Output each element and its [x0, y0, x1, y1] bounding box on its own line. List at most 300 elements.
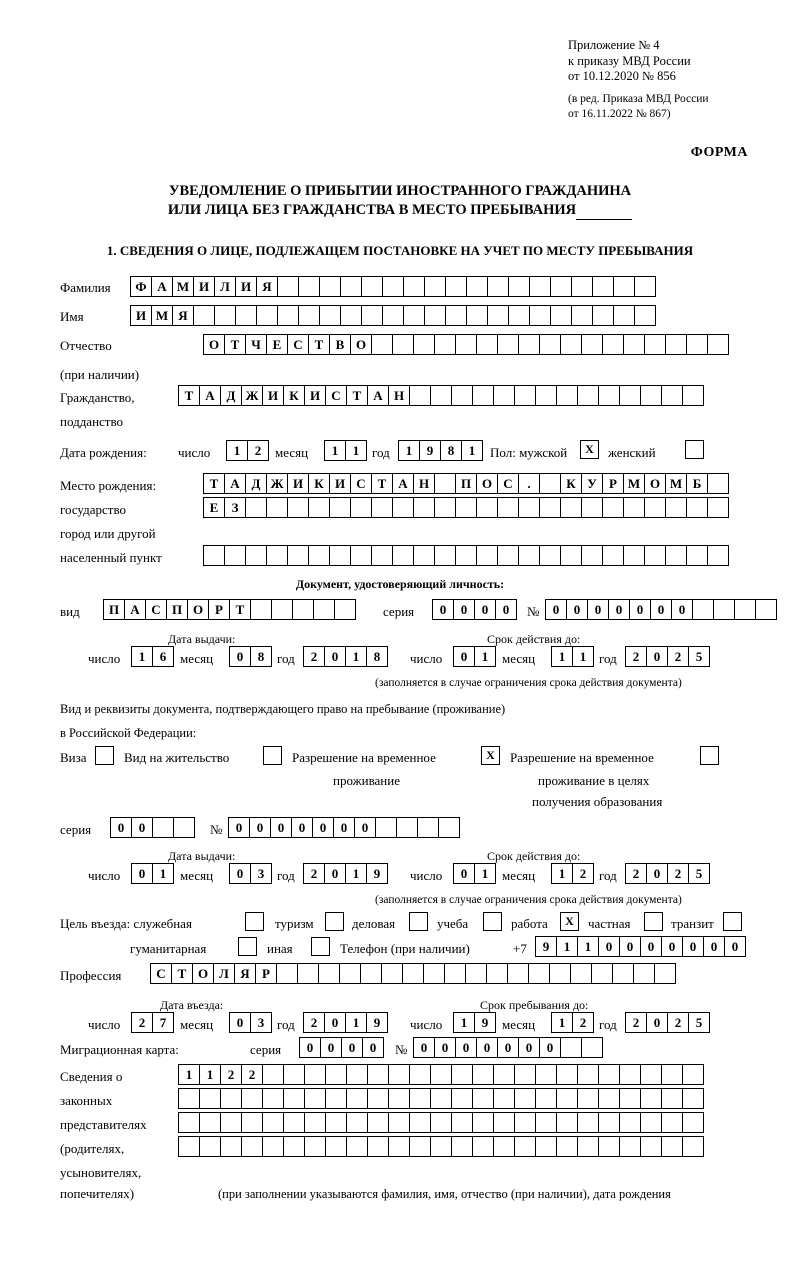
- char-cell[interactable]: [304, 1064, 326, 1085]
- field-stay-issue-year[interactable]: [303, 863, 387, 884]
- char-cell[interactable]: [325, 1112, 347, 1133]
- char-cell[interactable]: 2: [303, 646, 325, 667]
- char-cell[interactable]: 0: [455, 1037, 477, 1058]
- char-cell[interactable]: 2: [131, 1012, 153, 1033]
- char-cell[interactable]: [602, 545, 624, 566]
- char-cell[interactable]: [402, 963, 424, 984]
- char-cell[interactable]: [325, 1088, 347, 1109]
- char-cell[interactable]: [409, 1112, 431, 1133]
- char-cell[interactable]: [334, 599, 356, 620]
- char-cell[interactable]: [451, 1064, 473, 1085]
- field-stay-series[interactable]: [110, 817, 194, 838]
- char-cell[interactable]: [241, 1136, 263, 1157]
- field-stay-number[interactable]: [228, 817, 459, 838]
- char-cell[interactable]: [339, 963, 361, 984]
- char-cell[interactable]: [245, 497, 267, 518]
- char-cell[interactable]: 1: [572, 646, 594, 667]
- char-cell[interactable]: 3: [250, 863, 272, 884]
- char-cell[interactable]: [665, 497, 687, 518]
- char-cell[interactable]: Н: [413, 473, 435, 494]
- char-cell[interactable]: [451, 385, 473, 406]
- field-name[interactable]: [130, 305, 655, 326]
- char-cell[interactable]: [224, 545, 246, 566]
- char-cell[interactable]: [707, 497, 729, 518]
- char-cell[interactable]: [476, 545, 498, 566]
- char-cell[interactable]: [535, 1112, 557, 1133]
- char-cell[interactable]: [602, 334, 624, 355]
- char-cell[interactable]: 1: [551, 1012, 573, 1033]
- char-cell[interactable]: Я: [172, 305, 194, 326]
- char-cell[interactable]: [445, 276, 467, 297]
- char-cell[interactable]: [661, 385, 683, 406]
- char-cell[interactable]: [392, 334, 414, 355]
- checkbox-purpose-official[interactable]: [245, 912, 264, 931]
- char-cell[interactable]: [634, 305, 656, 326]
- char-cell[interactable]: 9: [535, 936, 557, 957]
- char-cell[interactable]: П: [166, 599, 188, 620]
- char-cell[interactable]: 0: [629, 599, 651, 620]
- char-cell[interactable]: [535, 385, 557, 406]
- char-cell[interactable]: 2: [625, 863, 647, 884]
- char-cell[interactable]: [560, 497, 582, 518]
- char-cell[interactable]: [413, 545, 435, 566]
- char-cell[interactable]: У: [581, 473, 603, 494]
- char-cell[interactable]: [472, 1088, 494, 1109]
- char-cell[interactable]: 0: [661, 936, 683, 957]
- field-issue-year[interactable]: [303, 646, 387, 667]
- char-cell[interactable]: [444, 963, 466, 984]
- char-cell[interactable]: [556, 385, 578, 406]
- char-cell[interactable]: 0: [453, 599, 475, 620]
- char-cell[interactable]: [319, 305, 341, 326]
- char-cell[interactable]: [497, 334, 519, 355]
- char-cell[interactable]: 0: [131, 817, 153, 838]
- char-cell[interactable]: 1: [556, 936, 578, 957]
- char-cell[interactable]: [388, 1136, 410, 1157]
- char-cell[interactable]: [592, 276, 614, 297]
- char-cell[interactable]: П: [103, 599, 125, 620]
- char-cell[interactable]: 1: [577, 936, 599, 957]
- char-cell[interactable]: [581, 1037, 603, 1058]
- field-stay-issue-month[interactable]: [229, 863, 271, 884]
- char-cell[interactable]: О: [187, 599, 209, 620]
- char-cell[interactable]: 0: [539, 1037, 561, 1058]
- checkbox-visa[interactable]: [95, 746, 114, 765]
- char-cell[interactable]: [472, 385, 494, 406]
- char-cell[interactable]: [514, 1064, 536, 1085]
- char-cell[interactable]: [451, 1112, 473, 1133]
- field-stay-valid-day[interactable]: [453, 863, 495, 884]
- char-cell[interactable]: [514, 1088, 536, 1109]
- char-cell[interactable]: 0: [671, 599, 693, 620]
- char-cell[interactable]: Д: [245, 473, 267, 494]
- char-cell[interactable]: [298, 305, 320, 326]
- char-cell[interactable]: [388, 1064, 410, 1085]
- char-cell[interactable]: О: [192, 963, 214, 984]
- char-cell[interactable]: [199, 1088, 221, 1109]
- char-cell[interactable]: [665, 334, 687, 355]
- char-cell[interactable]: [661, 1064, 683, 1085]
- char-cell[interactable]: 2: [625, 1012, 647, 1033]
- char-cell[interactable]: [375, 817, 397, 838]
- char-cell[interactable]: [623, 334, 645, 355]
- char-cell[interactable]: Т: [178, 385, 200, 406]
- checkbox-female[interactable]: [685, 440, 704, 459]
- char-cell[interactable]: [455, 334, 477, 355]
- char-cell[interactable]: А: [124, 599, 146, 620]
- char-cell[interactable]: 0: [495, 599, 517, 620]
- char-cell[interactable]: [613, 276, 635, 297]
- field-legal-rep-2[interactable]: [178, 1088, 703, 1109]
- char-cell[interactable]: Я: [256, 276, 278, 297]
- checkbox-purpose-humanitarian[interactable]: [238, 937, 257, 956]
- field-birth-place-3[interactable]: [203, 545, 728, 566]
- char-cell[interactable]: 6: [152, 646, 174, 667]
- char-cell[interactable]: 2: [220, 1064, 242, 1085]
- char-cell[interactable]: [476, 497, 498, 518]
- char-cell[interactable]: 0: [432, 599, 454, 620]
- char-cell[interactable]: [256, 305, 278, 326]
- char-cell[interactable]: [518, 334, 540, 355]
- char-cell[interactable]: [360, 963, 382, 984]
- char-cell[interactable]: 0: [228, 817, 250, 838]
- char-cell[interactable]: [417, 817, 439, 838]
- char-cell[interactable]: [367, 1112, 389, 1133]
- char-cell[interactable]: 2: [667, 646, 689, 667]
- char-cell[interactable]: [550, 276, 572, 297]
- char-cell[interactable]: Д: [220, 385, 242, 406]
- char-cell[interactable]: Е: [203, 497, 225, 518]
- char-cell[interactable]: [682, 385, 704, 406]
- char-cell[interactable]: 9: [366, 863, 388, 884]
- char-cell[interactable]: [277, 276, 299, 297]
- char-cell[interactable]: [283, 1088, 305, 1109]
- field-doc-kind[interactable]: [103, 599, 355, 620]
- char-cell[interactable]: Р: [208, 599, 230, 620]
- char-cell[interactable]: [619, 1088, 641, 1109]
- char-cell[interactable]: М: [172, 276, 194, 297]
- char-cell[interactable]: [430, 1136, 452, 1157]
- char-cell[interactable]: [707, 545, 729, 566]
- char-cell[interactable]: 2: [667, 863, 689, 884]
- char-cell[interactable]: 0: [646, 863, 668, 884]
- char-cell[interactable]: 9: [419, 440, 441, 461]
- checkbox-male[interactable]: X: [580, 440, 599, 459]
- char-cell[interactable]: [686, 497, 708, 518]
- char-cell[interactable]: [472, 1112, 494, 1133]
- char-cell[interactable]: 0: [324, 646, 346, 667]
- char-cell[interactable]: 0: [341, 1037, 363, 1058]
- field-profession[interactable]: [150, 963, 675, 984]
- char-cell[interactable]: [692, 599, 714, 620]
- char-cell[interactable]: П: [455, 473, 477, 494]
- char-cell[interactable]: [308, 545, 330, 566]
- char-cell[interactable]: [371, 545, 393, 566]
- char-cell[interactable]: [409, 1088, 431, 1109]
- char-cell[interactable]: Т: [203, 473, 225, 494]
- char-cell[interactable]: [560, 334, 582, 355]
- char-cell[interactable]: [493, 1112, 515, 1133]
- char-cell[interactable]: [619, 1112, 641, 1133]
- char-cell[interactable]: [755, 599, 777, 620]
- field-legal-rep-3[interactable]: [178, 1112, 703, 1133]
- field-valid-year[interactable]: [625, 646, 709, 667]
- char-cell[interactable]: 1: [474, 646, 496, 667]
- char-cell[interactable]: 5: [688, 863, 710, 884]
- char-cell[interactable]: [304, 1088, 326, 1109]
- field-stay-until-month[interactable]: [551, 1012, 593, 1033]
- char-cell[interactable]: 0: [434, 1037, 456, 1058]
- field-stay-until-day[interactable]: [453, 1012, 495, 1033]
- char-cell[interactable]: [556, 1064, 578, 1085]
- char-cell[interactable]: 1: [551, 646, 573, 667]
- checkbox-purpose-study[interactable]: [483, 912, 502, 931]
- char-cell[interactable]: 0: [362, 1037, 384, 1058]
- char-cell[interactable]: [313, 599, 335, 620]
- char-cell[interactable]: [486, 963, 508, 984]
- char-cell[interactable]: [371, 497, 393, 518]
- char-cell[interactable]: Т: [371, 473, 393, 494]
- char-cell[interactable]: [367, 1088, 389, 1109]
- char-cell[interactable]: Л: [214, 276, 236, 297]
- field-phone[interactable]: [535, 936, 745, 957]
- char-cell[interactable]: [152, 817, 174, 838]
- field-issue-month[interactable]: [229, 646, 271, 667]
- field-birth-place-2[interactable]: [203, 497, 728, 518]
- char-cell[interactable]: [528, 963, 550, 984]
- char-cell[interactable]: [287, 545, 309, 566]
- char-cell[interactable]: [430, 1064, 452, 1085]
- char-cell[interactable]: 1: [345, 1012, 367, 1033]
- char-cell[interactable]: 0: [131, 863, 153, 884]
- char-cell[interactable]: 9: [366, 1012, 388, 1033]
- char-cell[interactable]: Т: [171, 963, 193, 984]
- char-cell[interactable]: [304, 1112, 326, 1133]
- char-cell[interactable]: [350, 497, 372, 518]
- char-cell[interactable]: Ж: [241, 385, 263, 406]
- char-cell[interactable]: [319, 276, 341, 297]
- char-cell[interactable]: [592, 305, 614, 326]
- char-cell[interactable]: 1: [461, 440, 483, 461]
- char-cell[interactable]: [367, 1064, 389, 1085]
- char-cell[interactable]: [361, 276, 383, 297]
- char-cell[interactable]: [661, 1112, 683, 1133]
- char-cell[interactable]: [472, 1064, 494, 1085]
- char-cell[interactable]: [340, 276, 362, 297]
- char-cell[interactable]: [392, 545, 414, 566]
- char-cell[interactable]: [409, 1136, 431, 1157]
- char-cell[interactable]: 2: [572, 863, 594, 884]
- char-cell[interactable]: [577, 1112, 599, 1133]
- char-cell[interactable]: 1: [551, 863, 573, 884]
- char-cell[interactable]: И: [262, 385, 284, 406]
- char-cell[interactable]: [598, 1112, 620, 1133]
- char-cell[interactable]: [661, 1088, 683, 1109]
- char-cell[interactable]: И: [329, 473, 351, 494]
- char-cell[interactable]: Н: [388, 385, 410, 406]
- char-cell[interactable]: [634, 276, 656, 297]
- char-cell[interactable]: 1: [345, 863, 367, 884]
- field-stay-until-year[interactable]: [625, 1012, 709, 1033]
- char-cell[interactable]: Л: [213, 963, 235, 984]
- char-cell[interactable]: [325, 1136, 347, 1157]
- char-cell[interactable]: [577, 1136, 599, 1157]
- char-cell[interactable]: [493, 1136, 515, 1157]
- char-cell[interactable]: Я: [234, 963, 256, 984]
- char-cell[interactable]: [633, 963, 655, 984]
- char-cell[interactable]: 1: [474, 863, 496, 884]
- field-birth-day[interactable]: [226, 440, 268, 461]
- char-cell[interactable]: [438, 817, 460, 838]
- char-cell[interactable]: [455, 497, 477, 518]
- char-cell[interactable]: [591, 963, 613, 984]
- char-cell[interactable]: [235, 305, 257, 326]
- char-cell[interactable]: 1: [324, 440, 346, 461]
- char-cell[interactable]: 5: [688, 646, 710, 667]
- field-patronymic[interactable]: [203, 334, 728, 355]
- char-cell[interactable]: [686, 334, 708, 355]
- char-cell[interactable]: [602, 497, 624, 518]
- char-cell[interactable]: [623, 545, 645, 566]
- char-cell[interactable]: [346, 1088, 368, 1109]
- char-cell[interactable]: [713, 599, 735, 620]
- char-cell[interactable]: [613, 305, 635, 326]
- char-cell[interactable]: [508, 276, 530, 297]
- char-cell[interactable]: [644, 497, 666, 518]
- char-cell[interactable]: И: [193, 276, 215, 297]
- field-valid-day[interactable]: [453, 646, 495, 667]
- char-cell[interactable]: [297, 963, 319, 984]
- char-cell[interactable]: [682, 1064, 704, 1085]
- char-cell[interactable]: [283, 1064, 305, 1085]
- field-mig-series[interactable]: [299, 1037, 383, 1058]
- char-cell[interactable]: [493, 1064, 515, 1085]
- char-cell[interactable]: [434, 334, 456, 355]
- char-cell[interactable]: 0: [598, 936, 620, 957]
- char-cell[interactable]: 1: [345, 646, 367, 667]
- checkbox-purpose-other[interactable]: [311, 937, 330, 956]
- char-cell[interactable]: [276, 963, 298, 984]
- char-cell[interactable]: [487, 305, 509, 326]
- char-cell[interactable]: [241, 1112, 263, 1133]
- char-cell[interactable]: [173, 817, 195, 838]
- char-cell[interactable]: [346, 1136, 368, 1157]
- char-cell[interactable]: [178, 1088, 200, 1109]
- char-cell[interactable]: [367, 1136, 389, 1157]
- char-cell[interactable]: 2: [303, 1012, 325, 1033]
- char-cell[interactable]: [262, 1088, 284, 1109]
- checkbox-purpose-transit[interactable]: [723, 912, 742, 931]
- char-cell[interactable]: [381, 963, 403, 984]
- char-cell[interactable]: [430, 1112, 452, 1133]
- char-cell[interactable]: [707, 473, 729, 494]
- char-cell[interactable]: 0: [229, 646, 251, 667]
- char-cell[interactable]: [199, 1136, 221, 1157]
- char-cell[interactable]: М: [623, 473, 645, 494]
- char-cell[interactable]: Р: [602, 473, 624, 494]
- char-cell[interactable]: [497, 497, 519, 518]
- checkbox-purpose-tourism[interactable]: [325, 912, 344, 931]
- char-cell[interactable]: [539, 473, 561, 494]
- char-cell[interactable]: [556, 1088, 578, 1109]
- char-cell[interactable]: 0: [682, 936, 704, 957]
- char-cell[interactable]: [466, 305, 488, 326]
- char-cell[interactable]: 0: [640, 936, 662, 957]
- char-cell[interactable]: [612, 963, 634, 984]
- field-legal-rep-1[interactable]: [178, 1064, 703, 1085]
- char-cell[interactable]: [346, 1112, 368, 1133]
- char-cell[interactable]: С: [350, 473, 372, 494]
- char-cell[interactable]: 2: [625, 646, 647, 667]
- char-cell[interactable]: [550, 305, 572, 326]
- char-cell[interactable]: К: [308, 473, 330, 494]
- char-cell[interactable]: [287, 497, 309, 518]
- char-cell[interactable]: [329, 497, 351, 518]
- char-cell[interactable]: [535, 1136, 557, 1157]
- char-cell[interactable]: [220, 1136, 242, 1157]
- char-cell[interactable]: [514, 1112, 536, 1133]
- char-cell[interactable]: [518, 497, 540, 518]
- char-cell[interactable]: [388, 1088, 410, 1109]
- char-cell[interactable]: [487, 276, 509, 297]
- field-birth-month[interactable]: [324, 440, 366, 461]
- char-cell[interactable]: [598, 1136, 620, 1157]
- char-cell[interactable]: [556, 1136, 578, 1157]
- field-stay-valid-month[interactable]: [551, 863, 593, 884]
- char-cell[interactable]: И: [235, 276, 257, 297]
- char-cell[interactable]: 1: [453, 1012, 475, 1033]
- char-cell[interactable]: [514, 1136, 536, 1157]
- char-cell[interactable]: [271, 599, 293, 620]
- char-cell[interactable]: [507, 963, 529, 984]
- char-cell[interactable]: 0: [703, 936, 725, 957]
- field-valid-month[interactable]: [551, 646, 593, 667]
- field-legal-rep-4[interactable]: [178, 1136, 703, 1157]
- char-cell[interactable]: [451, 1088, 473, 1109]
- field-entry-year[interactable]: [303, 1012, 387, 1033]
- char-cell[interactable]: 0: [566, 599, 588, 620]
- char-cell[interactable]: [308, 497, 330, 518]
- char-cell[interactable]: 0: [110, 817, 132, 838]
- char-cell[interactable]: [682, 1088, 704, 1109]
- checkbox-purpose-work[interactable]: X: [560, 912, 579, 931]
- char-cell[interactable]: 0: [324, 1012, 346, 1033]
- char-cell[interactable]: 7: [152, 1012, 174, 1033]
- char-cell[interactable]: А: [392, 473, 414, 494]
- checkbox-purpose-business[interactable]: [409, 912, 428, 931]
- char-cell[interactable]: [214, 305, 236, 326]
- char-cell[interactable]: 1: [152, 863, 174, 884]
- char-cell[interactable]: 0: [312, 817, 334, 838]
- char-cell[interactable]: 0: [646, 646, 668, 667]
- char-cell[interactable]: [640, 1064, 662, 1085]
- char-cell[interactable]: [497, 545, 519, 566]
- char-cell[interactable]: [266, 545, 288, 566]
- char-cell[interactable]: 0: [476, 1037, 498, 1058]
- char-cell[interactable]: [598, 1088, 620, 1109]
- field-stay-issue-day[interactable]: [131, 863, 173, 884]
- char-cell[interactable]: [560, 545, 582, 566]
- checkbox-purpose-private[interactable]: [644, 912, 663, 931]
- char-cell[interactable]: 0: [354, 817, 376, 838]
- char-cell[interactable]: Ч: [245, 334, 267, 355]
- char-cell[interactable]: [371, 334, 393, 355]
- char-cell[interactable]: [250, 599, 272, 620]
- char-cell[interactable]: [262, 1136, 284, 1157]
- char-cell[interactable]: В: [329, 334, 351, 355]
- checkbox-temp-residence[interactable]: X: [481, 746, 500, 765]
- char-cell[interactable]: 1: [398, 440, 420, 461]
